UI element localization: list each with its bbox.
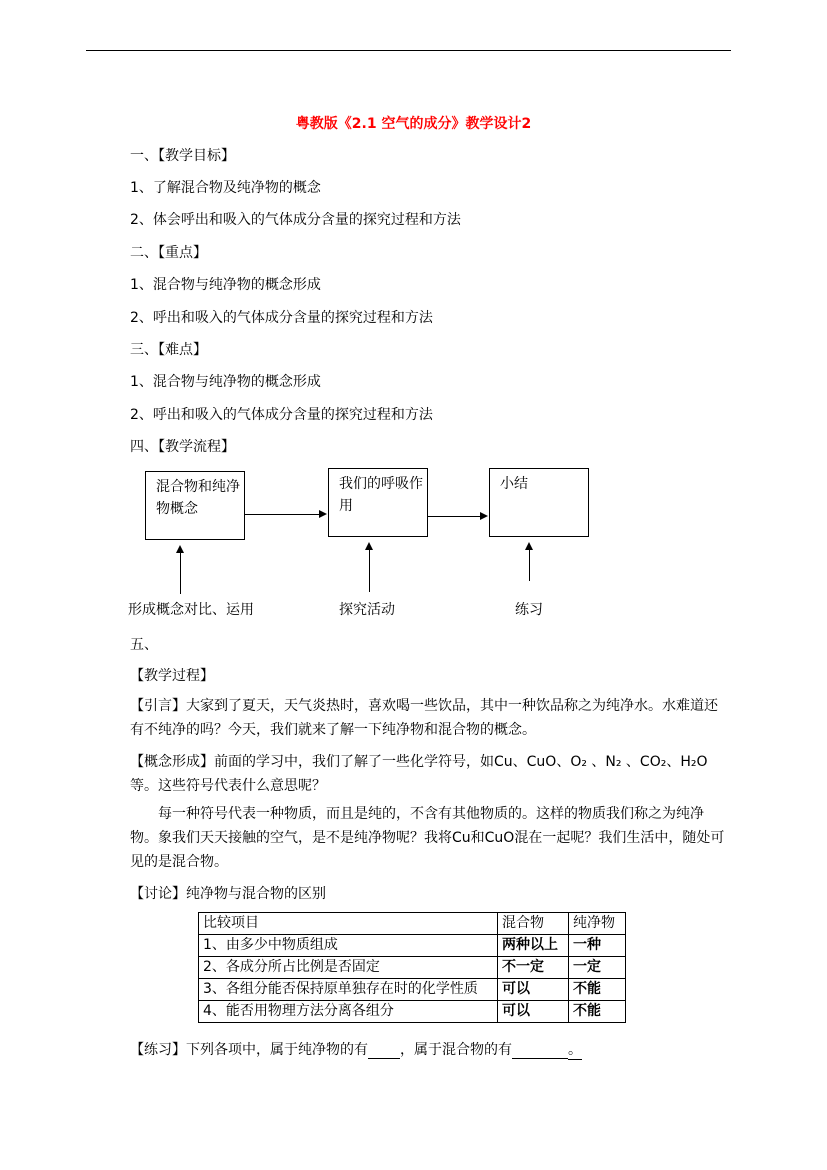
key-item: 1、混合物与纯净物的概念形成 — [130, 277, 321, 293]
flow-connector — [428, 516, 480, 517]
flow-box-summary: 小结 — [489, 468, 589, 537]
table-cell: 不能 — [569, 979, 626, 1001]
answer-blank-pure[interactable] — [368, 1042, 400, 1059]
concept-paragraph: 【概念形成】前面的学习中，我们了解了一些化学符号，如Cu、CuO、O₂ 、N₂ 、CO₂、H₂O 等。这些符号代表什么意思呢？ — [130, 754, 708, 794]
explain-paragraph: 每一种符号代表一种物质，而且是纯的，不含有其他物质的。这样的物质我们称之为纯净物。象我们天天接触的空气，是不是纯净物呢？我将Cu和CuO混在一起呢？我们生活中，随处可见的是混合物。 — [130, 806, 725, 870]
table-cell: 可以 — [498, 1001, 569, 1023]
flow-label: 练习 — [515, 602, 543, 618]
flow-connector — [180, 552, 181, 594]
flow-connector — [529, 549, 530, 581]
comparison-table — [198, 912, 626, 1023]
arrow-up-icon — [525, 542, 533, 550]
goals-heading: 一、【教学目标】 — [130, 148, 235, 164]
table-cell: 一定 — [569, 957, 626, 979]
key-item: 2、呼出和吸入的气体成分含量的探究过程和方法 — [130, 310, 433, 326]
process-heading: 【教学过程】 — [130, 668, 214, 684]
arrow-up-icon — [176, 545, 184, 553]
table-cell: 可以 — [498, 979, 569, 1001]
table-cell: 不一定 — [498, 957, 569, 979]
flow-label: 形成概念对比、运用 — [128, 602, 254, 618]
goal-item: 1、了解混合物及纯净物的概念 — [130, 180, 321, 196]
table-cell: 3、各组分能否保持原单独存在时的化学性质 — [199, 979, 498, 1001]
table-header-cell: 比较项目 — [199, 913, 498, 935]
discussion-heading: 【讨论】纯净物与混合物的区别 — [130, 886, 326, 902]
key-heading: 二、【重点】 — [130, 245, 207, 261]
table-cell: 4、能否用物理方法分离各组分 — [199, 1001, 498, 1023]
arrow-right-icon — [480, 512, 488, 520]
flow-box-breathing: 我们的呼吸作用 — [328, 468, 428, 537]
table-header-cell: 纯净物 — [569, 913, 626, 935]
table-header-row — [199, 913, 626, 935]
header-rule — [86, 50, 731, 51]
table-row — [199, 979, 626, 1001]
goal-item: 2、体会呼出和吸入的气体成分含量的探究过程和方法 — [130, 212, 461, 228]
exercise-line — [130, 1039, 582, 1060]
flow-heading: 四、【教学流程】 — [130, 439, 235, 455]
table-row — [199, 935, 626, 957]
table-cell: 不能 — [569, 1001, 626, 1023]
flow-label: 探究活动 — [339, 602, 395, 618]
arrow-up-icon — [365, 542, 373, 550]
document-title: 粤教版《2.1 空气的成分》教学设计2 — [295, 116, 532, 132]
table-cell: 2、各成分所占比例是否固定 — [199, 957, 498, 979]
difficult-item: 2、呼出和吸入的气体成分含量的探究过程和方法 — [130, 407, 433, 423]
flow-box-concept: 混合物和纯净物概念 — [145, 471, 245, 540]
section-number: 五、 — [130, 637, 158, 653]
exercise-text: ，属于混合物的有 — [400, 1042, 512, 1058]
flow-connector — [369, 549, 370, 592]
answer-blank-mixture[interactable] — [512, 1042, 568, 1059]
table-row — [199, 1001, 626, 1023]
flow-connector — [245, 514, 319, 515]
arrow-right-icon — [319, 510, 327, 518]
table-cell: 一种 — [569, 935, 626, 957]
difficult-item: 1、混合物与纯净物的概念形成 — [130, 374, 321, 390]
table-row — [199, 957, 626, 979]
table-header-cell: 混合物 — [498, 913, 569, 935]
difficult-heading: 三、【难点】 — [130, 342, 207, 358]
table-cell: 1、由多少中物质组成 — [199, 935, 498, 957]
table-cell: 两种以上 — [498, 935, 569, 957]
exercise-text: 。 — [568, 1039, 582, 1060]
intro-paragraph: 【引言】大家到了夏天，天气炎热时，喜欢喝一些饮品，其中一种饮品称之为纯净水。水难道还有不纯净的吗？今天，我们就来了解一下纯净物和混合物的概念。 — [130, 698, 718, 738]
exercise-text: 【练习】下列各项中，属于纯净物的有 — [130, 1042, 368, 1058]
